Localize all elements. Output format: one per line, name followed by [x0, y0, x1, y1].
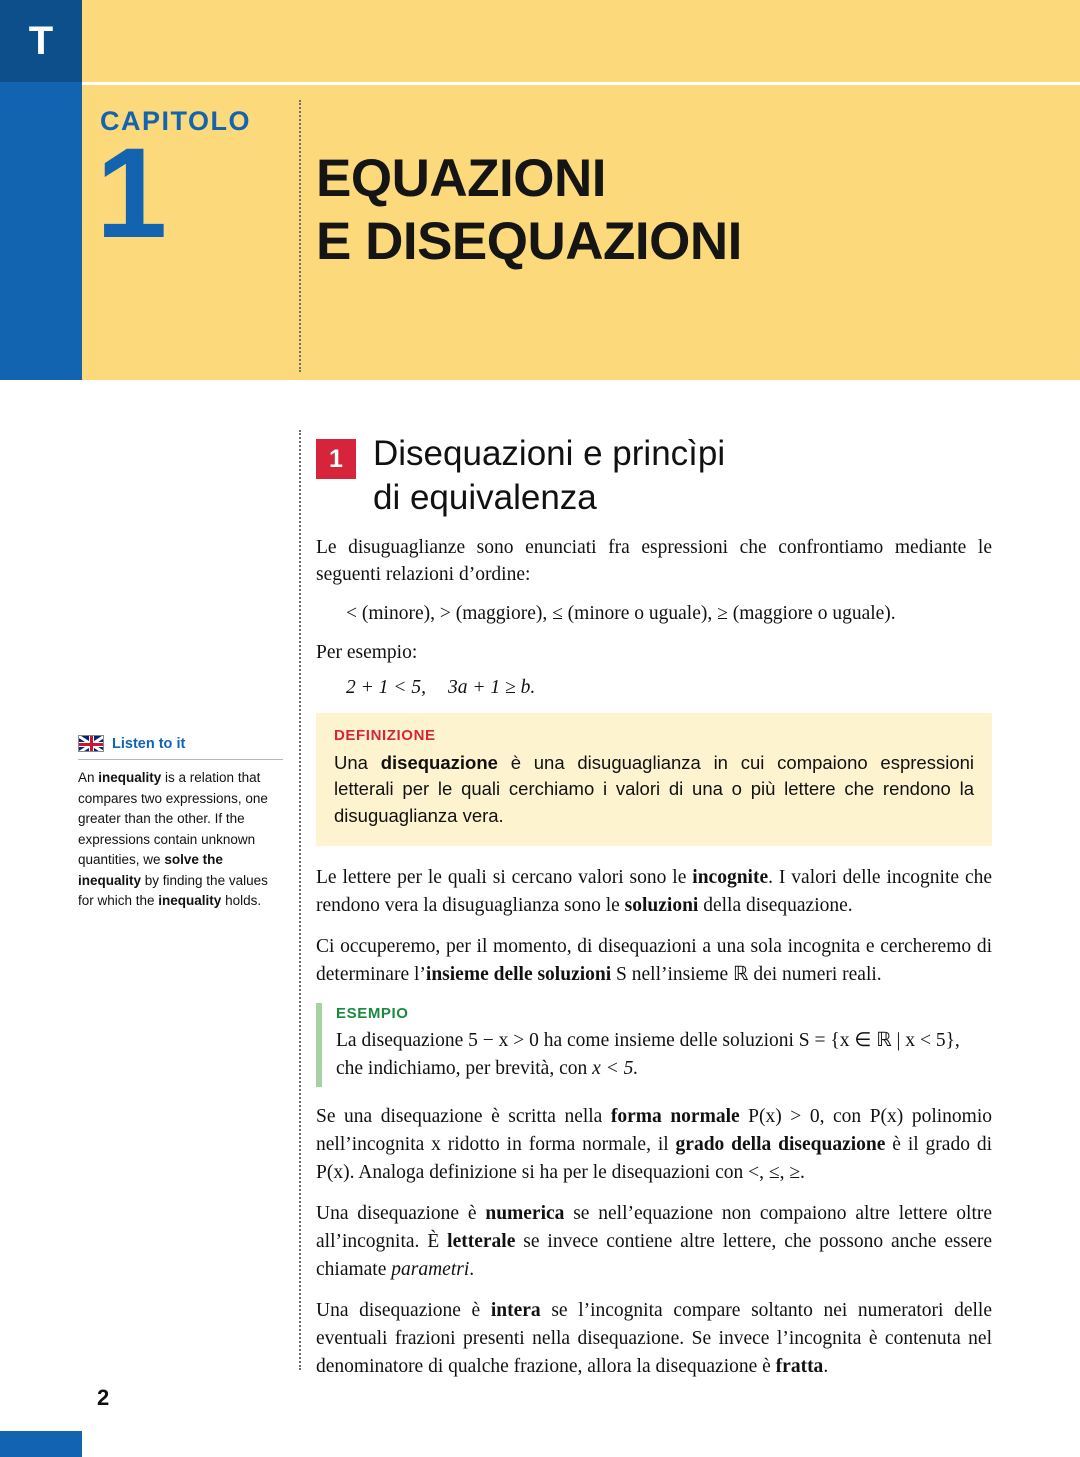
formula-2: 3a + 1 ≥ b.	[447, 676, 536, 698]
p4-bold-letterale: letterale	[447, 1231, 516, 1253]
main-content-column	[316, 432, 992, 1394]
section-title	[373, 432, 725, 520]
definition-text-part-1: Una	[334, 751, 381, 773]
p5-bold-intera: intera	[490, 1300, 541, 1322]
section-title-line-2: di equivalenza	[373, 477, 597, 517]
paragraph-incognite	[316, 864, 992, 919]
note-text-1: An	[78, 770, 99, 785]
section-number-badge: 1	[316, 439, 356, 479]
chapter-title	[316, 148, 1016, 273]
p1-bold-incognite: incognite	[692, 867, 769, 888]
section-title-line-1: Disequazioni e princìpi	[373, 434, 726, 473]
p2-a: Ci occuperemo, per il momento, di disequazioni a una sola incognita e cercheremo di determinare l’	[316, 936, 992, 986]
formula-1: 2 + 1 < 5,	[346, 676, 426, 698]
chapter-header-band	[0, 0, 1080, 380]
uk-flag-icon	[78, 735, 104, 752]
p5-e: .	[823, 1355, 829, 1377]
p4-bold-numerica: numerica	[485, 1203, 565, 1225]
paragraph-insieme-soluzioni	[316, 933, 992, 988]
footer-blue-tab	[0, 1431, 82, 1457]
p5-a: Una disequazione è	[316, 1300, 491, 1322]
p3-e: è il grado di P(x). Analoga definizione si ha per le disequazioni con <, ≤, ≥.	[316, 1133, 993, 1183]
p1-e: della disequazione.	[698, 894, 853, 916]
header-hairline	[82, 82, 1080, 85]
example-text	[336, 1027, 992, 1084]
example-line-2	[336, 1055, 992, 1083]
p4-g: .	[469, 1258, 475, 1280]
p4-a: Una disequazione è	[316, 1203, 486, 1225]
paragraph-numerica-letterale	[316, 1200, 992, 1283]
note-text-3: by finding the values for which the	[78, 872, 268, 909]
listen-to-it-body	[78, 768, 283, 912]
listen-to-it-header	[78, 735, 283, 760]
chapter-title-line-2: E DISEQUAZIONI	[316, 211, 742, 271]
page-number: 2	[97, 1385, 110, 1410]
listen-to-it-title: Listen to it	[112, 735, 186, 752]
definition-text	[334, 750, 974, 830]
example-lead: Per esempio:	[316, 641, 418, 663]
p3-c: P(x) > 0, con P(x) polinomio nell’incognita x ridotto in forma normale, il	[316, 1106, 992, 1155]
p3-bold-grado: grado della disequazione	[675, 1133, 886, 1155]
p2-c: S nell’insieme ℝ dei numeri reali.	[611, 964, 882, 986]
order-relations-display: < (minore), > (maggiore), ≤ (minore o uguale), ≥ (maggiore o uguale).	[346, 602, 896, 624]
example-box	[316, 1003, 992, 1088]
definition-keyword: disequazione	[380, 751, 498, 773]
p1-a: Le lettere per le quali si cercano valori sono le	[316, 867, 693, 888]
chapter-number: 1	[96, 122, 168, 265]
example-formulas	[346, 677, 992, 699]
intro-paragraph: Le disuguaglianze sono enunciati fra espressioni che confrontiamo mediante le seguenti relazioni d’ordine:	[316, 536, 992, 586]
note-text-2: is a relation that compares two expressions, one greater than the other. If the expressions contain unknown quantities, we	[78, 770, 268, 868]
paragraph-intera-fratta	[316, 1297, 992, 1380]
p5-c: se l’incognita compare soltanto nei numeratori delle eventuali frazioni presenti nella disequazione. Se invece l’incognita è contenuta nel denominatore di qualche frazione, allora la disequazione è	[316, 1300, 992, 1377]
listen-to-it-note	[78, 735, 283, 912]
p4-c: se nell’equazione non compaiono altre lettere oltre all’incognita. È	[316, 1203, 993, 1253]
theory-tab-badge: T	[0, 0, 82, 82]
p4-e: se invece contiene altre lettere, che possono anche essere chiamate	[316, 1231, 992, 1280]
p1-bold-soluzioni: soluzioni	[624, 894, 699, 916]
p3-bold-forma-normale: forma normale	[610, 1106, 740, 1128]
note-bold-3: inequality	[158, 893, 222, 909]
example-line-2-b: x < 5.	[592, 1058, 639, 1080]
example-line-2-a: che indichiamo, per brevità, con	[336, 1058, 593, 1080]
p5-bold-fratta: fratta	[775, 1355, 824, 1377]
paragraph-forma-normale	[316, 1103, 992, 1186]
note-bold-2: solve the inequality	[78, 852, 223, 888]
p2-bold-insieme: insieme delle soluzioni	[425, 964, 612, 986]
header-vertical-dotted-divider	[299, 100, 301, 372]
example-label: ESEMPIO	[336, 1004, 409, 1022]
p1-c: . I valori delle incognite che rendono vera la disuguaglianza sono le	[316, 867, 993, 916]
section-heading	[316, 432, 992, 520]
body-vertical-dotted-divider	[299, 430, 301, 1370]
definition-label: DEFINIZIONE	[334, 726, 436, 744]
p4-italic-parametri: parametri	[391, 1258, 470, 1280]
chapter-label: CAPITOLO	[100, 106, 252, 136]
p3-a: Se una disequazione è scritta nella	[316, 1106, 611, 1128]
note-text-4: holds.	[221, 893, 262, 909]
example-line-1: La disequazione 5 − x > 0 ha come insieme delle soluzioni S = {x ∈ ℝ | x < 5},	[336, 1029, 960, 1051]
chapter-title-line-1: EQUAZIONI	[316, 149, 606, 208]
definition-text-part-2: è una disuguaglianza in cui compaiono espressioni letterali per le quali cerchiamo i valori di una o più lettere che rendono la disuguaglianza vera.	[334, 751, 975, 827]
note-bold-1: inequality	[98, 770, 162, 785]
definition-box	[316, 713, 992, 846]
